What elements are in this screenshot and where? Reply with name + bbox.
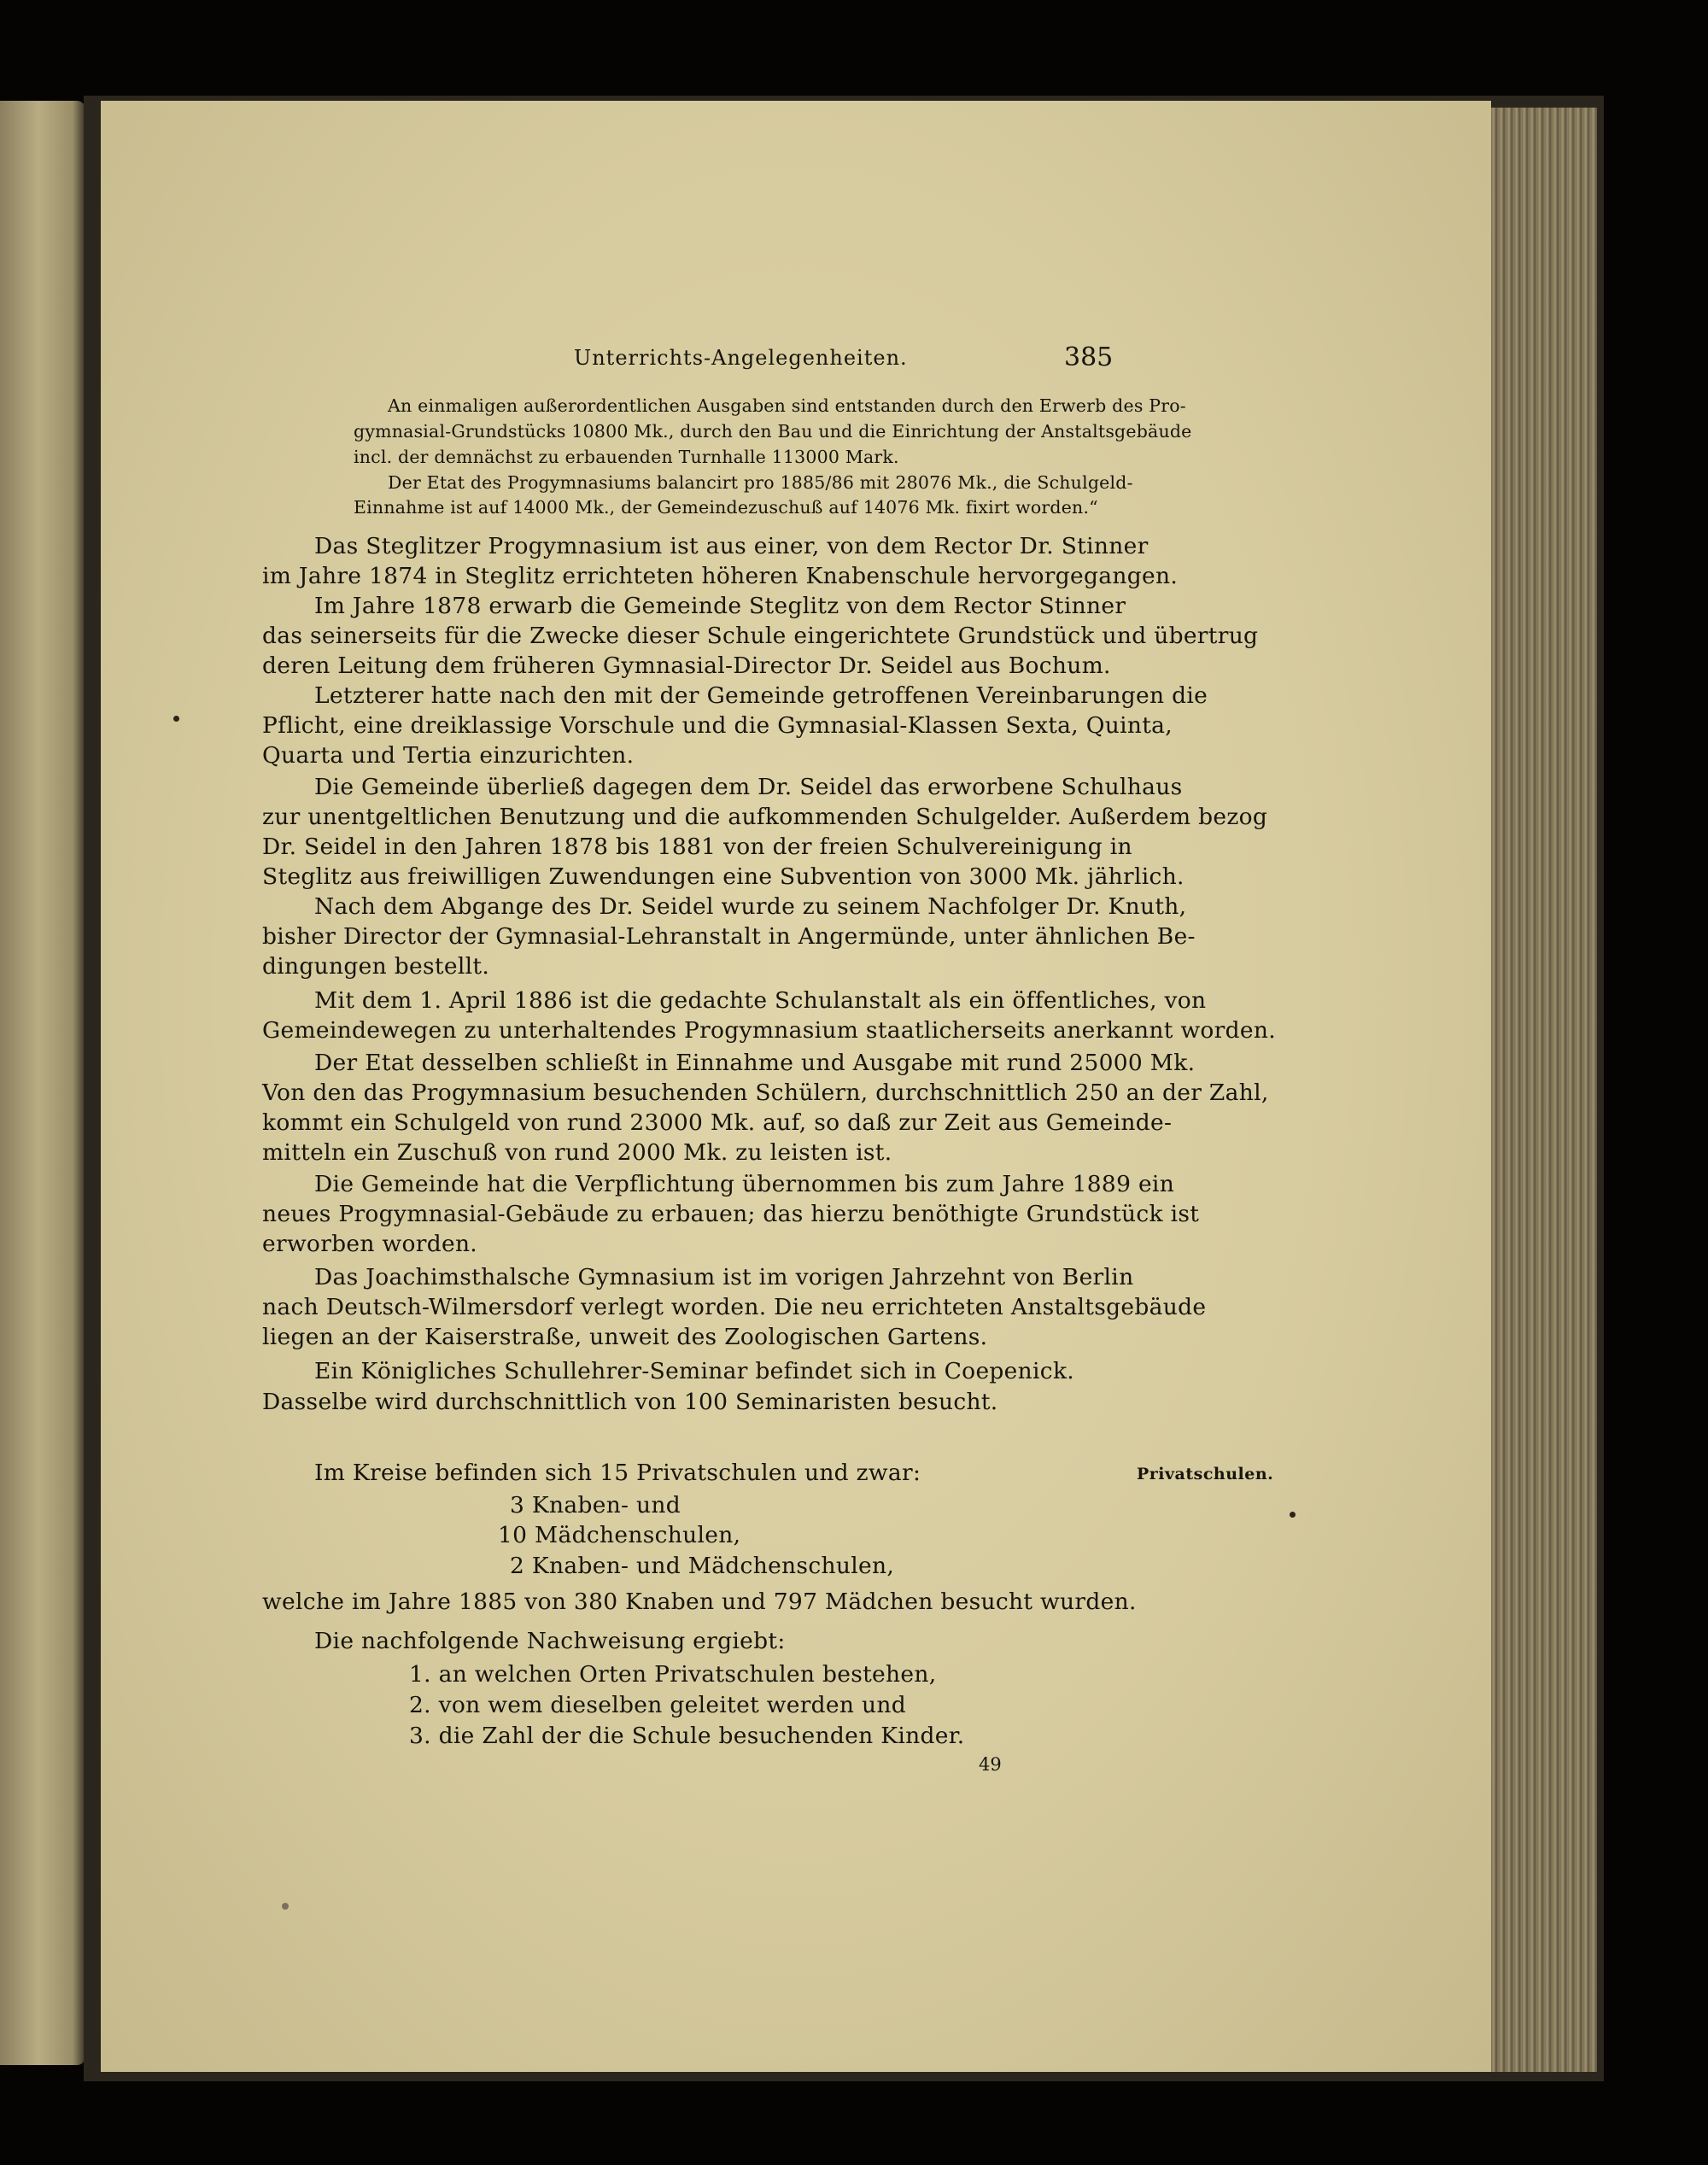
body-line: Das Steglitzer Progymnasium ist aus einer, von dem Rector Dr. Stinner [314,533,1149,559]
body-line: Dasselbe wird durchschnittlich von 100 Seminaristen besucht. [262,1389,998,1415]
page-number: 385 [1064,342,1114,372]
body-line: Pflicht, eine dreiklassige Vorschule und die Gymnasial-Klassen Sexta, Quinta, [262,712,1173,739]
body-line: kommt ein Schulgeld von rund 23000 Mk. auf, so daß zur Zeit aus Gemeinde- [262,1109,1173,1136]
body-line: Dr. Seidel in den Jahren 1878 bis 1881 von der freien Schulvereinigung in [262,834,1132,860]
body-line: Im Kreise befinden sich 15 Privatschulen und zwar: [314,1460,921,1486]
body-line: Ein Königliches Schullehrer-Seminar befindet sich in Coepenick. [314,1358,1075,1384]
body-line: Gemeindewegen zu unterhaltendes Progymnasium staatlicherseits anerkannt worden. [262,1017,1276,1044]
body-line: bisher Director der Gymnasial-Lehranstalt in Angermünde, unter ähnlichen Be- [262,923,1196,950]
body-line: nach Deutsch-Wilmersdorf verlegt worden. Die neu errichteten Anstaltsgebäude [262,1294,1207,1320]
list-line: 2 Knaben- und Mädchenschulen, [510,1553,895,1579]
list-line: 2. von wem dieselben geleitet werden und [409,1692,907,1718]
body-line: liegen an der Kaiserstraße, unweit des Zoologischen Gartens. [262,1324,988,1350]
body-line: Nach dem Abgange des Dr. Seidel wurde zu seinem Nachfolger Dr. Knuth, [314,893,1187,920]
ink-speck [282,1903,289,1910]
body-line: neues Progymnasial-Gebäude zu erbauen; das hierzu benöthigte Grundstück ist [262,1201,1200,1227]
body-line: Quarta und Tertia einzurichten. [262,742,635,769]
body-line: erworben worden. [262,1231,478,1257]
body-line: Steglitz aus freiwilligen Zuwendungen eine Subvention von 3000 Mk. jährlich. [262,863,1184,890]
body-line: Die Gemeinde überließ dagegen dem Dr. Seidel das erworbene Schulhaus [314,774,1183,800]
body-line: Die Gemeinde hat die Verpflichtung übernommen bis zum Jahre 1889 ein [314,1171,1175,1197]
body-line: dingungen bestellt. [262,953,490,980]
body-line: Die nachfolgende Nachweisung ergiebt: [314,1628,786,1654]
body-line: Das Joachimsthalsche Gymnasium ist im vorigen Jahrzehnt von Berlin [314,1264,1134,1290]
body-line: Im Jahre 1878 erwarb die Gemeinde Steglitz von dem Rector Stinner [314,593,1126,619]
body-line: das seinerseits für die Zwecke dieser Schule eingerichtete Grundstück und übertrug [262,623,1259,649]
body-line: zur unentgeltlichen Benutzung und die aufkommenden Schulgelder. Außerdem bezog [262,804,1268,830]
body-line: Mit dem 1. April 1886 ist die gedachte Schulanstalt als ein öffentliches, von [314,987,1207,1014]
footnote-line: gymnasial-Grundstücks 10800 Mk., durch den Bau und die Einrichtung der Anstaltsgebäude [354,421,1192,442]
margin-note: Privatschulen. [1137,1465,1274,1483]
ink-speck [173,716,179,722]
ink-speck [1290,1512,1296,1518]
footnote-line: incl. der demnächst zu erbauenden Turnhalle 113000 Mark. [354,447,899,467]
body-line: mitteln ein Zuschuß von rund 2000 Mk. zu leisten ist. [262,1139,892,1166]
list-line: 3. die Zahl der die Schule besuchenden Kinder. [409,1723,965,1749]
footnote-line: Der Etat des Progymnasiums balancirt pro 1885/86 mit 28076 Mk., die Schulgeld- [388,472,1133,493]
list-line: 3 Knaben- und [510,1492,681,1518]
body-line: deren Leitung dem früheren Gymnasial-Director Dr. Seidel aus Bochum. [262,652,1111,679]
footnote-line: An einmaligen außerordentlichen Ausgaben sind entstanden durch den Erwerb des Pro- [388,395,1186,416]
list-line: 1. an welchen Orten Privatschulen bestehen, [409,1661,937,1688]
facing-page-edge [0,101,85,2065]
page-block-edges [1491,108,1597,2072]
body-line: im Jahre 1874 in Steglitz errichteten höheren Knabenschule hervorgegangen. [262,563,1179,589]
body-line: welche im Jahre 1885 von 380 Knaben und 797 Mädchen besucht wurden. [262,1589,1137,1615]
body-line: Letzterer hatte nach den mit der Gemeinde getroffenen Vereinbarungen die [314,682,1208,709]
body-line: Von den das Progymnasium besuchenden Schülern, durchschnittlich 250 an der Zahl, [262,1080,1269,1106]
signature-mark: 49 [979,1754,1002,1775]
body-line: Der Etat desselben schließt in Einnahme und Ausgabe mit rund 25000 Mk. [314,1050,1196,1076]
list-line: 10 Mädchenschulen, [498,1522,741,1548]
footnote-line: Einnahme ist auf 14000 Mk., der Gemeindezuschuß auf 14076 Mk. fixirt worden.“ [354,497,1098,518]
running-head: Unterrichts-Angelegenheiten. [574,346,908,370]
